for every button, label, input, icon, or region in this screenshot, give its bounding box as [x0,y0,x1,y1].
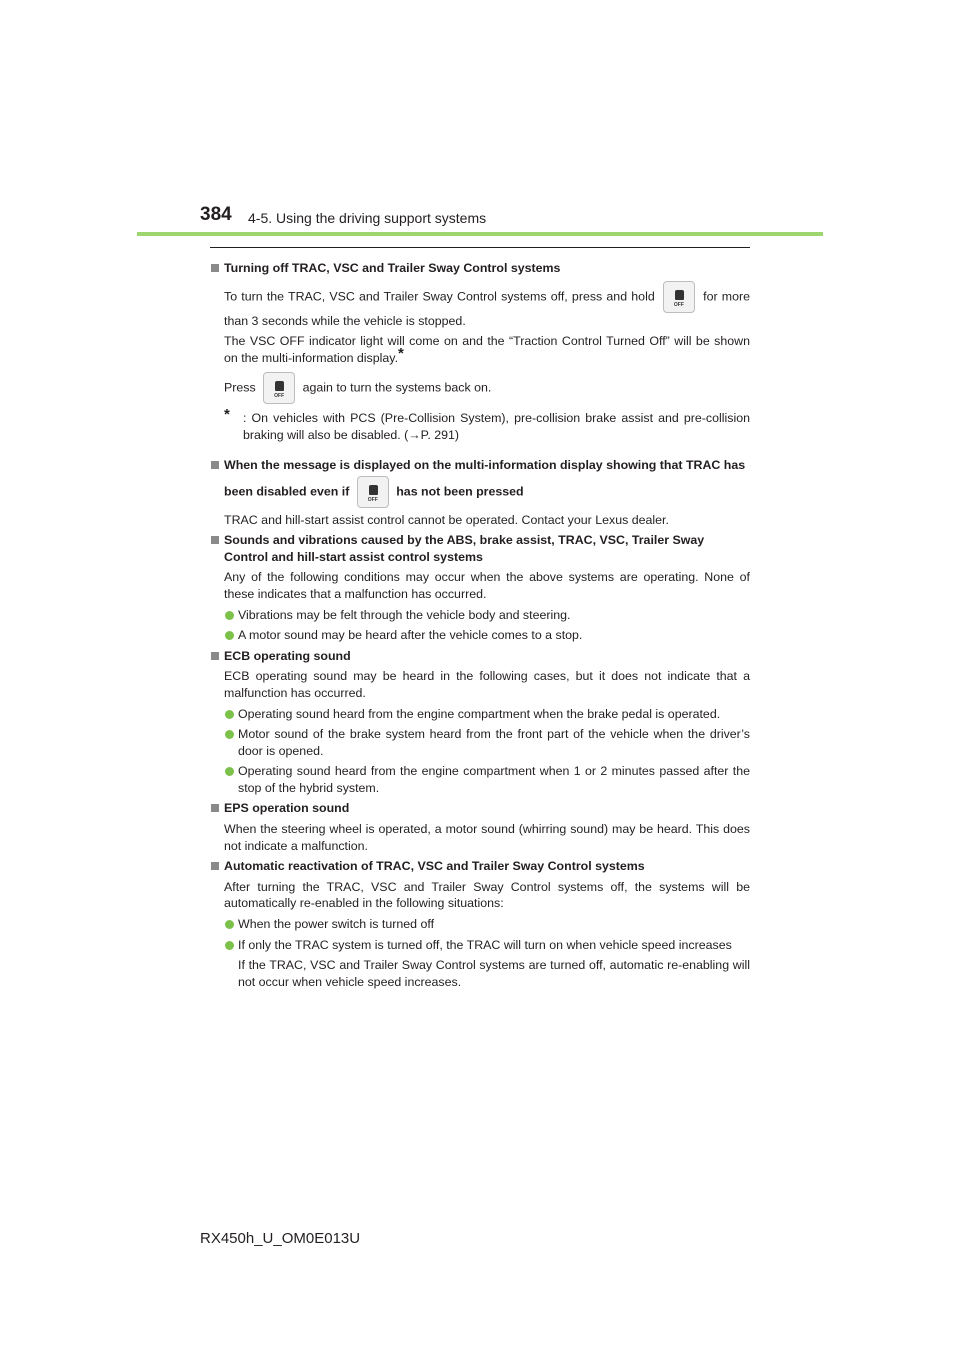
paragraph-ecb-cases: ECB operating sound may be heard in the following cases, but it does not indicate that a malfunction has occurred. [224,669,750,700]
paragraph-press-again: Press OFF again to turn the systems back on. [210,372,750,404]
model-code: RX450h_U_OM0E013U [200,1230,361,1247]
heading-sounds-vibrations: Sounds and vibrations caused by the ABS, brake assist, TRAC, VSC, Trailer Sway Control and hill-start assist control systems [210,532,750,565]
heading-turning-off: Turning off TRAC, VSC and Trailer Sway Control systems [210,260,750,277]
heading-ecb-sound: ECB operating sound [210,648,750,665]
square-bullet-icon [211,804,219,812]
list-item: If only the TRAC system is turned off, the TRAC will turn on when vehicle speed increases [210,937,750,954]
circle-bullet-icon [225,920,234,929]
list-item: When the power switch is turned off [210,916,750,933]
heading-trac-disabled-message: When the message is displayed on the multi-information display showing that TRAC has been disabled even if OFF has not been pressed [210,454,750,508]
square-bullet-icon [211,652,219,660]
paragraph-reactivation: After turning the TRAC, VSC and Trailer Sway Control systems off, the systems will be automatically re-enabled in the following situations: [224,879,750,911]
vsc-off-switch-icon: OFF [263,372,295,404]
footnote-pcs: * : On vehicles with PCS (Pre-Collision System), pre-collision brake assist and pre-collision braking will also be disabled. (→P. 291) [224,406,750,442]
list-item: Vibrations may be felt through the vehicle body and steering. [210,607,750,624]
circle-bullet-icon [225,611,234,620]
circle-bullet-icon [225,730,234,739]
heading-automatic-reactivation: Automatic reactivation of TRAC, VSC and Trailer Sway Control systems [210,858,750,875]
paragraph-conditions: Any of the following conditions may occur when the above systems are operating. None of these indicates that a malfunction has occurred. [224,570,750,601]
paragraph-indicator-light: The VSC OFF indicator light will come on and the “Traction Control Turned Off” will be shown on the multi-information display.* [224,334,750,365]
page-number: 384 [200,204,232,225]
heading-eps-sound: EPS operation sound [210,800,750,817]
vsc-off-switch-icon: OFF [357,476,389,508]
paragraph-contact-dealer: TRAC and hill-start assist control cannot be operated. Contact your Lexus dealer. [224,512,669,527]
paragraph-eps: When the steering wheel is operated, a motor sound (whirring sound) may be heard. This does not indicate a malfunction. [224,822,750,853]
circle-bullet-icon [225,631,234,640]
list-item: Operating sound heard from the engine compartment when 1 or 2 minutes passed after the stop of the hybrid system. [210,763,750,796]
page-header [200,204,820,234]
list-item: A motor sound may be heard after the vehicle comes to a stop. [210,627,750,644]
list-item: Motor sound of the brake system heard from the front part of the vehicle when the driver’s door is opened. [210,726,750,759]
header-rule [137,232,823,236]
footnote-marker: * [398,344,404,362]
circle-bullet-icon [225,941,234,950]
square-bullet-icon [211,536,219,544]
circle-bullet-icon [225,710,234,719]
page-content [210,256,750,990]
section-title: 4-5. Using the driving support systems [248,210,487,226]
paragraph-no-re-enabling: If the TRAC, VSC and Trailer Sway Control systems are turned off, automatic re-enabling will not occur when vehicle speed increases. [238,958,750,989]
vsc-off-switch-icon: OFF [663,281,695,313]
square-bullet-icon [211,461,219,469]
circle-bullet-icon [225,767,234,776]
section-divider [210,247,750,248]
square-bullet-icon [211,862,219,870]
list-item: Operating sound heard from the engine compartment when the brake pedal is operated. [210,706,750,723]
square-bullet-icon [211,264,219,272]
paragraph-turn-off-instructions: To turn the TRAC, VSC and Trailer Sway Control systems off, press and hold OFF for more than 3 seconds while the vehicle is stopped. [210,281,750,330]
